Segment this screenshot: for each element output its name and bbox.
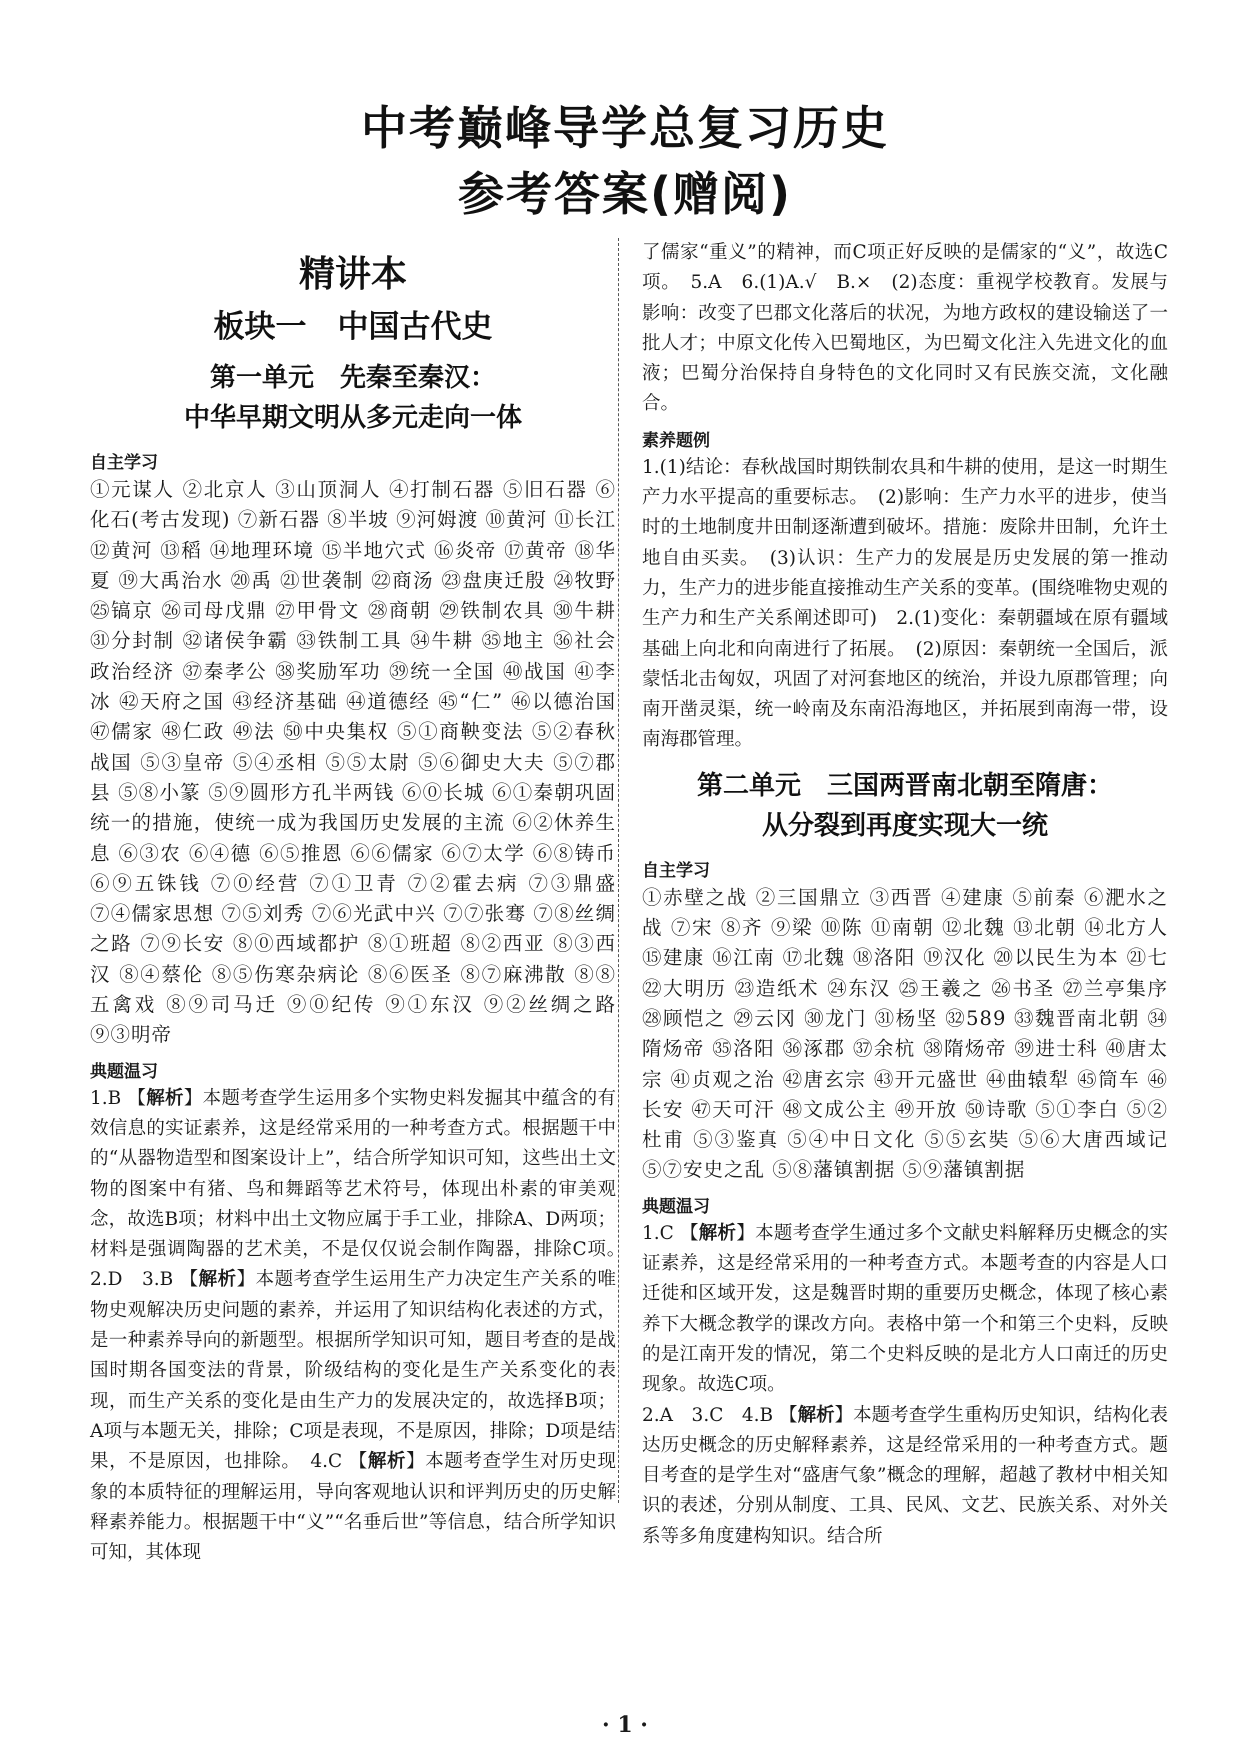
unit-heading-line2: 从分裂到再度实现大一统 (761, 810, 1048, 841)
continued-text: 了儒家“重义”的精神，而C项正好反映的是儒家的“义”，故选C项。 5.A 6.(1)A.√ B.× (2)态度：重视学校教育。发展与影响：改变了巴郡文化落后的状况，为地方政权的建设输送了一批人才；中原文化传入巴蜀地区，为巴蜀文化注入先进文化的血液；巴蜀分治保持自身特色的文化同时又有民族交流，文化融合。 (642, 242, 1168, 415)
study-answers: ①赤壁之战 ②三国鼎立 ③西晋 ④建康 ⑤前秦 ⑥淝水之战 ⑦宋 ⑧齐 ⑨梁 ⑩陈 ⑪南朝 ⑫北魏 ⑬北朝 ⑭北方人 ⑮建康 ⑯江南 ⑰北魏 ⑱洛阳 ⑲汉化 ⑳以民生为本 ㉑七 ㉒大明历 ㉓造纸术 ㉔东汉 ㉕王羲之 ㉖书圣 ㉗兰亭集序 ㉘顾恺之 ㉙云冈 ㉚龙门 ㉛杨坚 ㉜589 ㉝魏晋南北朝 ㉞隋炀帝 ㉟洛阳 ㊱涿郡 ㊲余杭 ㊳隋炀帝 ㊴进士科 ㊵唐太宗 ㊶贞观之治 ㊷唐玄宗 ㊸开元盛世 ㊹曲辕犁 ㊺筒车 ㊻长安 ㊼天可汗 ㊽文成公主 ㊾开放 ㊿诗歌 ⑤①李白 ⑤②杜甫 ⑤③鉴真 ⑤④中日文化 ⑤⑤玄奘 ⑤⑥大唐西域记 ⑤⑦安史之乱 ⑤⑧藩镇割据 ⑤⑨藩镇割据 (642, 885, 1168, 1182)
answer-prefix: 1.B 【 (90, 1087, 147, 1109)
analysis-tag: 解析 (698, 1222, 737, 1244)
block-heading: 板块一 中国古代史 (213, 309, 493, 345)
review-answers-2 (642, 1401, 1168, 1552)
page-number: · 1 · (602, 1712, 648, 1738)
analysis-text: 】本题考查学生运用多个实物史料发掘其中蕴含的有效信息的实证素养，这是经常采用的一种考查方式。根据题干中的“从器物造型和图案设计上”，结合所学知识可知，这些出土文物的图案中有猪、鸟和舞蹈等艺术符号，体现出朴素的审美观念，故选B项；材料中出土文物应属于手工业，排除A、D两项；材料是强调陶器的艺术美，不是仅仅说会制作陶器，排除C项。 2.D 3.B 【 (90, 1087, 635, 1291)
review-answers (90, 1084, 635, 1569)
section-heading-study: 自主学习 (642, 860, 710, 881)
study-answers: ①元谋人 ②北京人 ③山顶洞人 ④打制石器 ⑤旧石器 ⑥化石(考古发现) ⑦新石器 ⑧半坡 ⑨河姆渡 ⑩黄河 ⑪长江 ⑫黄河 ⑬稻 ⑭地理环境 ⑮半地穴式 ⑯炎帝 ⑰黄帝 ⑱华夏 ⑲大禹治水 ⑳禹 ㉑世袭制 ㉒商汤 ㉓盘庚迁殷 ㉔牧野 ㉕镐京 ㉖司母戊鼎 ㉗甲骨文 ㉘商朝 ㉙铁制农具 ㉚牛耕 ㉛分封制 ㉜诸侯争霸 ㉝铁制工具 ㉞牛耕 ㉟地主 ㊱社会政治经济 ㊲秦孝公 ㊳奖励军功 ㊴统一全国 ㊵战国 ㊶李冰 ㊷天府之国 ㊸经济基础 ㊹道德经 ㊺“仁” ㊻以德治国 ㊼儒家 ㊽仁政 ㊾法 ㊿中央集权 ⑤①商鞅变法 ⑤②春秋战国 ⑤③皇帝 ⑤④丞相 ⑤⑤太尉 ⑤⑥御史大夫 ⑤⑦郡县 ⑤⑧小篆 ⑤⑨圆形方孔半两钱 ⑥⓪长城 ⑥①秦朝巩固统一的措施，使统一成为我国历史发展的主流 ⑥②休养生息 ⑥③农 ⑥④德 ⑥⑤推恩 ⑥⑥儒家 ⑥⑦太学 ⑥⑧铸币 ⑥⑨五铢钱 ⑦⓪经营 ⑦①卫青 ⑦②霍去病 ⑦③鼎盛 ⑦④儒家思想 ⑦⑤刘秀 ⑦⑥光武中兴 ⑦⑦张骞 ⑦⑧丝绸之路 ⑦⑨长安 ⑧⓪西域都护 ⑧①班超 ⑧②西亚 ⑧③西汉 ⑧④蔡伦 ⑧⑤伤寒杂病论 ⑧⑥医圣 ⑧⑦麻沸散 ⑧⑧五禽戏 ⑧⑨司马迁 ⑨⓪纪传 ⑨①东汉 ⑨②丝绸之路 ⑨③明帝 (90, 478, 616, 1047)
unit-heading-line2: 中华早期文明从多元走向一体 (183, 403, 522, 433)
unit-heading (642, 766, 1168, 846)
book-heading: 精讲本 (298, 254, 407, 295)
analysis-text: 】本题考查学生通过多个文献史料解释历史概念的实证素养，这是经常采用的一种考查方式。本题考查的内容是人口迁徙和区域开发，这是魏晋时期的重要历史概念，体现了核心素养下大概念教学的课改方向。表格中第一个和第三个史料，反映的是江南开发的情况，第二个史料反映的是北方人口南迁的历史现象。故选C项。 (642, 1222, 1168, 1396)
answer-prefix: 2.A 3.C 4.B 【 (642, 1404, 798, 1426)
column-divider (618, 238, 619, 1503)
answer-prefix: 1.C 【 (642, 1222, 699, 1244)
unit-heading-line1: 第二单元 三国两晋南北朝至隋唐： (696, 770, 1113, 801)
analysis-text: 】本题考查学生重构历史知识，结构化表达历史概念的历史解释素养，这是经常采用的一种考查方式。题目考查的是学生对“盛唐气象”概念的理解，超越了教材中相关知识的表述，分别从制度、工具、民风、文艺、民族关系、对外关系等多角度建构知识。结合所 (642, 1404, 1168, 1547)
analysis-tag: 解析 (797, 1404, 835, 1426)
document-title: 中考巅峰导学总复习历史 (361, 101, 889, 155)
document-subtitle: 参考答案(赠阅) (457, 167, 793, 221)
unit-heading-line1: 第一单元 先秦至秦汉： (209, 363, 496, 393)
section-heading-review: 典题温习 (90, 1061, 158, 1082)
analysis-text: 】本题考查学生运用生产力决定生产关系的唯物史观解决历史问题的素养，并运用了知识结构化表述的方式，是一种素养导向的新题型。根据所学知识可知，题目考查的是战国时期各国变法的背景，阶级结构的变化是生产关系变化的表现，而生产关系的变化是由生产力的发展决定的，故选择B项；A项与本题无关，排除；C项是表现，不是原因，排除；D项是结果，不是原因，也排除。 4.C 【 (90, 1269, 616, 1473)
right-column (642, 238, 1168, 1552)
analysis-tag: 解析 (367, 1451, 407, 1473)
analysis-text: 】本题考查学生对历史现象的本质特征的理解运用，导向客观地认识和评判历史的历史解释素养能力。根据题干中“义”“名垂后世”等信息，结合所学知识可知，其体现 (90, 1451, 616, 1564)
review-answers (642, 1219, 1168, 1401)
section-heading-literacy: 素养题例 (642, 430, 710, 451)
section-heading-study: 自主学习 (90, 453, 158, 473)
section-heading-review: 典题温习 (642, 1196, 710, 1217)
literacy-answers: 1.(1)结论：春秋战国时期铁制农具和牛耕的使用，是这一时期生产力水平提高的重要标志。 (2)影响：生产力水平的进步，使当时的土地制度井田制逐渐遭到破坏。措施：废除井田制，允许土地自由买卖。 (3)认识：生产力的发展是历史发展的第一推动力，生产力的进步能直接推动生产关系的变革。(围绕唯物史观的生产力和生产关系阐述即可) 2.(1)变化：秦朝疆域在原有疆域基础上向北和向南进行了拓展。 (2)原因：秦朝统一全国后，派蒙恬北击匈奴，巩固了对河套地区的统治，并设九原郡管理；向南开凿灵渠，统一岭南及东南沿海地区，并拓展到南海一带，设南海郡管理。 (642, 456, 1168, 751)
left-column (90, 240, 635, 1568)
unit-heading (90, 358, 616, 438)
analysis-tag: 解析 (146, 1087, 184, 1109)
analysis-tag: 解析 (198, 1269, 237, 1291)
